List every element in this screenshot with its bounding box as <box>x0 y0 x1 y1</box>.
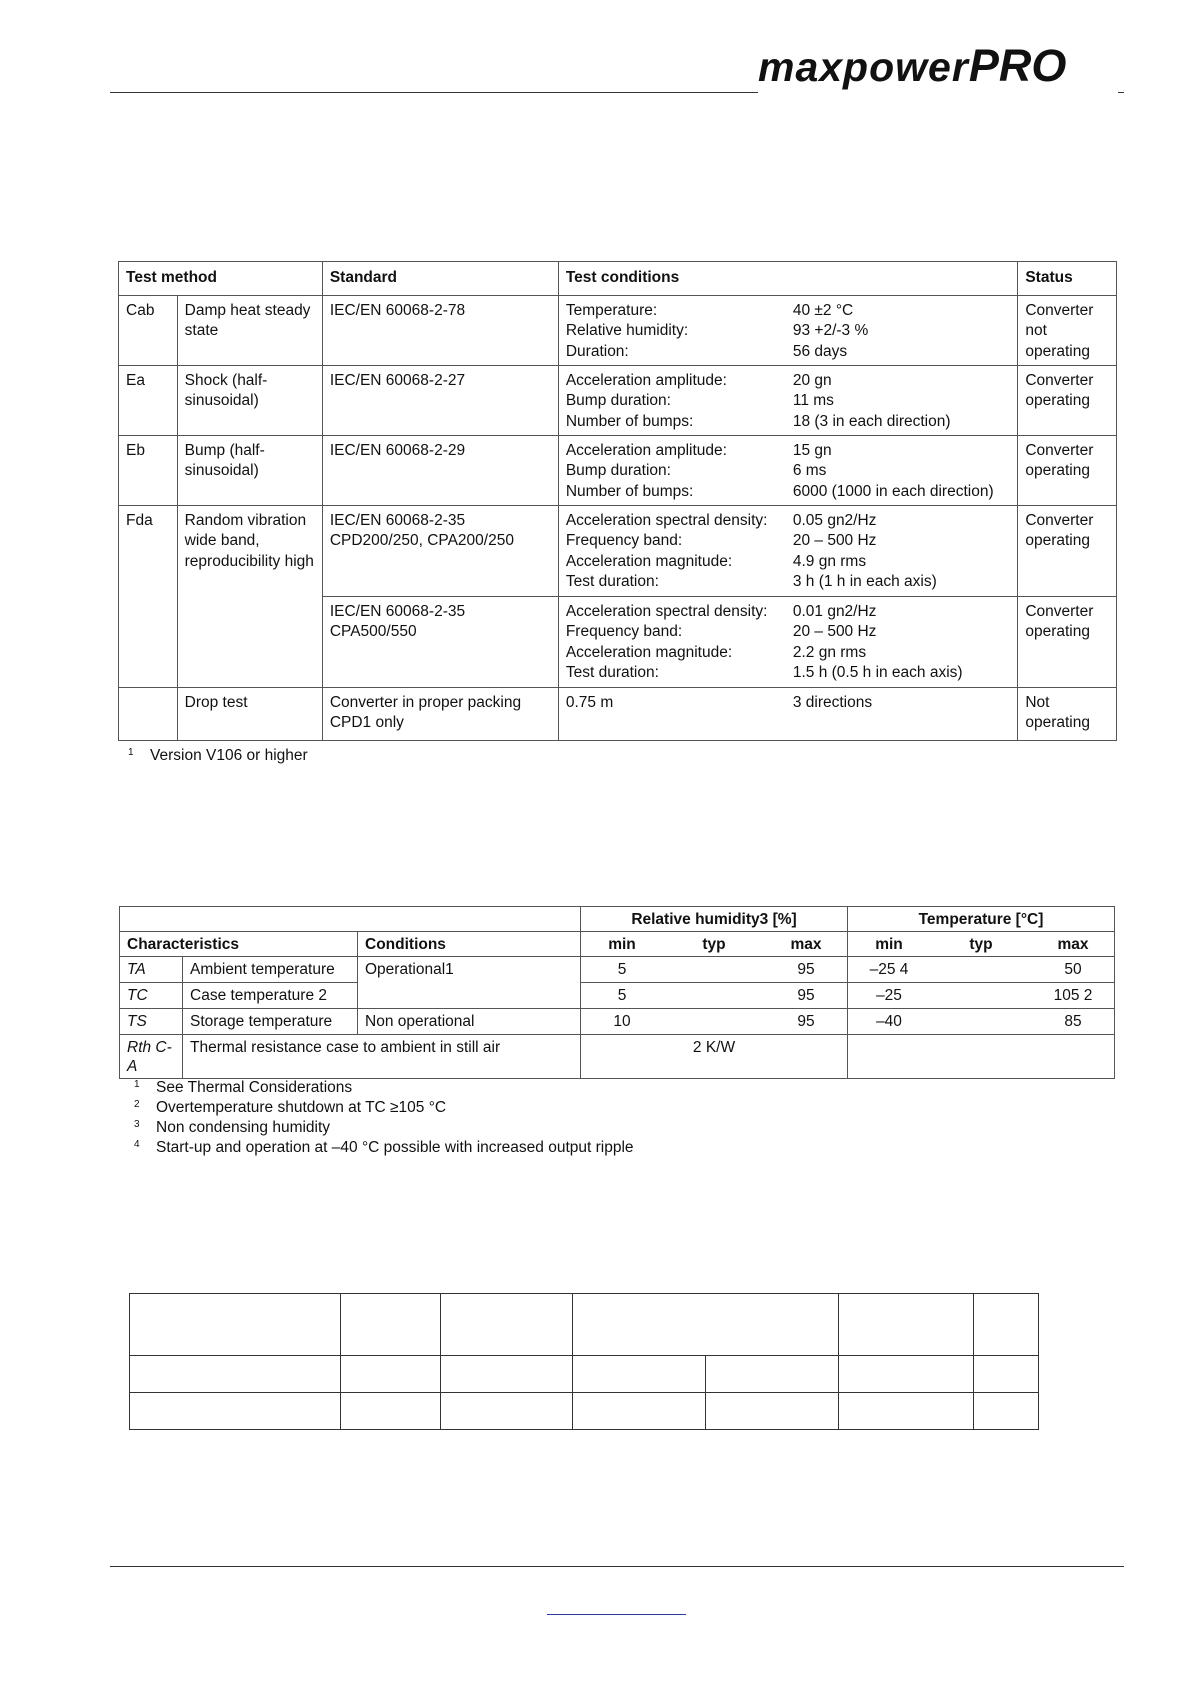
condition-key: Acceleration amplitude: <box>565 441 727 459</box>
table-row <box>119 505 1117 596</box>
rh-typ <box>663 1009 765 1035</box>
empty-cell <box>839 1294 974 1356</box>
empty-cell <box>974 1294 1039 1356</box>
test-status: Converter operating <box>1018 365 1117 435</box>
condition-key: Number of bumps: <box>565 412 694 430</box>
condition-key: Bump duration: <box>565 462 671 479</box>
table-row <box>119 295 1117 365</box>
table-row <box>119 435 1117 505</box>
empty-cell <box>705 1393 839 1430</box>
condition-key: Acceleration magnitude: <box>565 643 733 661</box>
header-t-min: min <box>848 932 931 957</box>
test-status: Converter operating <box>1018 505 1117 596</box>
symbol <box>120 957 183 983</box>
footnote-number: 1 <box>134 1079 140 1090</box>
condition-key: Temperature: <box>565 301 658 319</box>
empty-cell <box>705 1356 839 1393</box>
t-min: –25 <box>848 983 931 1009</box>
symbol-text: TA <box>127 961 146 978</box>
test-standard: IEC/EN 60068-2-27 <box>322 365 558 435</box>
empty-cell <box>340 1393 441 1430</box>
header-test-method: Test method <box>119 262 323 296</box>
empty-cell <box>573 1294 839 1356</box>
empty-cell <box>441 1294 573 1356</box>
rh-min: 5 <box>581 983 664 1009</box>
header-conditions: Conditions <box>358 932 581 957</box>
test-status: Converter operating <box>1018 435 1117 505</box>
characteristic-name: Storage temperature <box>183 1009 358 1035</box>
test-standard: IEC/EN 60068-2-35 CPD200/250, CPA200/250 <box>322 505 558 596</box>
condition-key: Number of bumps: <box>565 482 694 500</box>
test-standard: IEC/EN 60068-2-35 CPA500/550 <box>322 596 558 687</box>
header-t-max: max <box>1032 932 1115 957</box>
footer-rule <box>110 1566 1124 1567</box>
test-standard: IEC/EN 60068-2-29 <box>322 435 558 505</box>
rh-typ <box>663 957 765 983</box>
table-header-row <box>119 262 1117 296</box>
t-min: –25 4 <box>848 957 931 983</box>
condition-value: 6000 (1000 in each direction) <box>792 482 994 500</box>
footnote <box>134 1099 446 1117</box>
test-standard: IEC/EN 60068-2-78 <box>322 295 558 365</box>
header-rh-typ: typ <box>663 932 765 957</box>
t-typ <box>930 983 1032 1009</box>
condition-key: Relative humidity: <box>565 322 689 339</box>
test-method: Bump (half-sinusoidal) <box>177 435 322 505</box>
test-status: Converter not operating <box>1018 295 1117 365</box>
test-standard: Converter in proper packing CPD1 only <box>322 687 558 740</box>
table-row <box>130 1294 1039 1356</box>
empty-cell <box>340 1294 441 1356</box>
condition-value: 6 ms <box>792 462 827 479</box>
condition-key: Acceleration spectral density: <box>565 511 768 529</box>
footnote-text: See Thermal Considerations <box>156 1079 353 1096</box>
header-standard: Standard <box>322 262 558 296</box>
test-code <box>119 687 178 740</box>
condition-key: Bump duration: <box>565 392 671 409</box>
t-typ <box>930 1009 1032 1035</box>
test-conditions <box>558 505 1017 596</box>
condition-value: 20 gn <box>792 371 832 389</box>
condition-key: Acceleration spectral density: <box>565 602 768 620</box>
condition-value: 93 +2/-3 % <box>792 322 869 339</box>
empty-cell <box>130 1294 341 1356</box>
empty-cell <box>974 1356 1039 1393</box>
footnote-text: Start-up and operation at –40 °C possible with increased output ripple <box>156 1139 634 1156</box>
condition-key: Acceleration amplitude: <box>565 371 727 389</box>
empty-cell <box>839 1356 974 1393</box>
condition-value: 20 – 500 Hz <box>792 623 877 640</box>
header-rule-tick <box>1118 92 1124 93</box>
header-rule <box>110 92 758 93</box>
header-relative-humidity: Relative humidity3 [%] <box>581 907 848 932</box>
condition-key: Test duration: <box>565 573 659 590</box>
symbol-text: Rth C-A <box>127 1039 172 1075</box>
empty-cell <box>839 1393 974 1430</box>
condition: Non operational <box>358 1009 581 1035</box>
symbol-text: TC <box>127 987 148 1004</box>
thermal-resistance-value: 2 K/W <box>581 1035 848 1079</box>
condition-value: 1.5 h (0.5 h in each axis) <box>792 664 963 681</box>
condition-value: 56 days <box>792 342 848 360</box>
test-method: Shock (half-sinusoidal) <box>177 365 322 435</box>
test-conditions <box>558 365 1017 435</box>
rh-max: 95 <box>765 957 848 983</box>
test-code: Eb <box>119 435 178 505</box>
table-row <box>120 1009 1115 1035</box>
t-min: –40 <box>848 1009 931 1035</box>
condition: Operational1 <box>358 957 581 1009</box>
empty-table <box>129 1293 1039 1430</box>
table-row <box>119 365 1117 435</box>
condition-value: 3 directions <box>792 693 873 711</box>
symbol <box>120 1035 183 1079</box>
condition-value: 0.05 gn2/Hz <box>792 511 877 529</box>
condition-value: 15 gn <box>792 441 832 459</box>
condition-value: 0.01 gn2/Hz <box>792 602 877 620</box>
empty-cell <box>573 1393 706 1430</box>
footnote <box>134 1079 352 1097</box>
symbol <box>120 983 183 1009</box>
empty-cell <box>974 1393 1039 1430</box>
header-rh-min: min <box>581 932 664 957</box>
environmental-test-table <box>118 261 1117 741</box>
empty-cell <box>441 1393 573 1430</box>
footnote-text: Version V106 or higher <box>150 747 308 764</box>
test-code: Cab <box>119 295 178 365</box>
table-row <box>130 1393 1039 1430</box>
t-max: 85 <box>1032 1009 1115 1035</box>
rh-max: 95 <box>765 1009 848 1035</box>
footnote-number: 4 <box>134 1139 140 1150</box>
condition-value: 18 (3 in each direction) <box>792 412 951 430</box>
symbol <box>120 1009 183 1035</box>
test-conditions <box>558 295 1017 365</box>
characteristic-name: Ambient temperature <box>183 957 358 983</box>
t-max: 105 2 <box>1032 983 1115 1009</box>
empty-cell <box>130 1393 341 1430</box>
empty-cell <box>441 1356 573 1393</box>
condition-value: 11 ms <box>792 392 834 409</box>
table-header-row <box>120 932 1115 957</box>
footnote-text: Overtemperature shutdown at TC ≥105 °C <box>156 1099 447 1116</box>
symbol-text: TS <box>127 1013 147 1030</box>
rh-min: 5 <box>581 957 664 983</box>
table-row <box>119 687 1117 740</box>
empty-cell <box>130 1356 341 1393</box>
header-temperature: Temperature [°C] <box>848 907 1115 932</box>
table-row <box>120 1035 1115 1079</box>
condition-value: 40 ±2 °C <box>792 301 854 319</box>
rh-min: 10 <box>581 1009 664 1035</box>
condition-key: Frequency band: <box>565 623 683 640</box>
footnote-text: Non condensing humidity <box>156 1119 331 1136</box>
rh-typ <box>663 983 765 1009</box>
condition-value: 20 – 500 Hz <box>792 532 877 549</box>
test-conditions <box>558 596 1017 687</box>
t-max: 50 <box>1032 957 1115 983</box>
footnote-number: 1 <box>128 747 134 758</box>
condition-key: Acceleration magnitude: <box>565 552 733 570</box>
rh-max: 95 <box>765 983 848 1009</box>
header-characteristics: Characteristics <box>120 932 358 957</box>
test-method: Drop test <box>177 687 322 740</box>
footnote <box>128 747 308 765</box>
group-header-blank <box>120 907 581 932</box>
table-row <box>120 957 1115 983</box>
test-code: Ea <box>119 365 178 435</box>
condition-key: 0.75 m <box>565 693 614 711</box>
table-row <box>130 1356 1039 1393</box>
condition-value: 4.9 gn rms <box>792 552 867 570</box>
test-method: Random vibration wide band, reproducibility high <box>177 505 322 687</box>
test-status: Converter operating <box>1018 596 1117 687</box>
condition-value: 3 h (1 h in each axis) <box>792 573 937 590</box>
empty-cell <box>848 1035 1115 1079</box>
footer-link-underline[interactable] <box>547 1614 686 1615</box>
header-rh-max: max <box>765 932 848 957</box>
empty-cell <box>340 1356 441 1393</box>
footnote-number: 3 <box>134 1119 140 1130</box>
characteristic-name: Case temperature 2 <box>183 983 358 1009</box>
header-t-typ: typ <box>930 932 1032 957</box>
t-typ <box>930 957 1032 983</box>
characteristic-name: Thermal resistance case to ambient in still air <box>183 1035 581 1079</box>
condition-key: Duration: <box>565 342 629 360</box>
footnote <box>134 1119 330 1137</box>
footnote-number: 2 <box>134 1099 140 1110</box>
condition-key: Frequency band: <box>565 532 683 549</box>
logo-text-pro: PRO <box>968 40 1067 91</box>
logo-text-maxpower: maxpower <box>758 44 969 90</box>
test-conditions <box>558 435 1017 505</box>
header-status: Status <box>1018 262 1117 296</box>
header-test-conditions: Test conditions <box>558 262 1017 296</box>
footnote <box>134 1139 634 1157</box>
group-header-row <box>120 907 1115 932</box>
test-method: Damp heat steady state <box>177 295 322 365</box>
condition-value: 2.2 gn rms <box>792 643 867 661</box>
empty-cell <box>573 1356 706 1393</box>
test-status: Not operating <box>1018 687 1117 740</box>
test-code: Fda <box>119 505 178 687</box>
temperature-humidity-table <box>119 906 1115 1079</box>
table-row <box>120 983 1115 1009</box>
test-conditions <box>558 687 1017 740</box>
brand-logo <box>758 40 1066 92</box>
condition-key: Test duration: <box>565 664 659 681</box>
